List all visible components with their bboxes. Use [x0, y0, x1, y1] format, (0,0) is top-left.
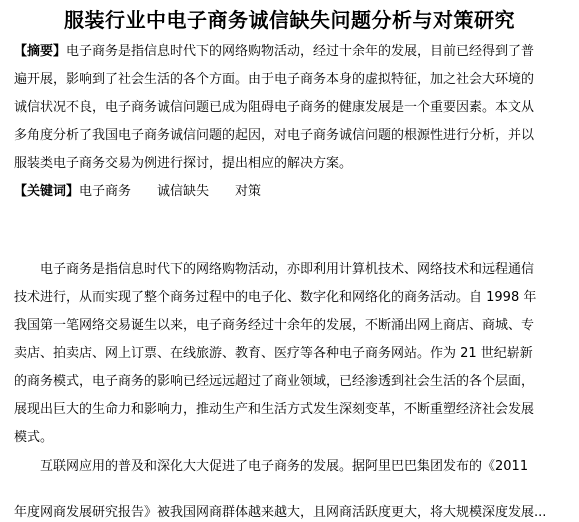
body-line-6: 展现出巨大的生命力和影响力，推动生产和生活方式发生深刻变革，不断重塑经济社会发展	[14, 402, 535, 417]
keywords-line	[14, 183, 261, 201]
body-line-1: 电子商务是指信息时代下的网络购物活动，亦即利用计算机技术、网络技术和远程通信	[40, 262, 535, 277]
abstract-line-3: 诚信状况不良，电子商务诚信问题已成为阻碍电子商务的健康发展是一个重要因素。本文从	[14, 100, 535, 115]
abstract-line-4: 多角度分析了我国电子商务诚信问题的起因，对电子商务诚信问题的根源性进行分析，并以	[14, 128, 535, 143]
body-line-8: 互联网应用的普及和深化大大促进了电子商务的发展。据阿里巴巴集团发布的《2011	[40, 459, 529, 474]
abstract-line-2: 遍开展，影响到了社会生活的各个方面。由于电子商务本身的虚拟特征，加之社会大环境的	[14, 72, 535, 87]
body-line-4: 卖店、拍卖店、网上订票、在线旅游、教育、医疗等各种电子商务网站。作为 21 世纪崭新	[14, 346, 533, 361]
body-line-2: 技术进行，从而实现了整个商务过程中的电子化、数字化和网络化的商务活动。自 1998 年	[14, 290, 537, 305]
keyword-item: 电子商务	[79, 184, 132, 199]
abstract-line-5: 服装类电子商务交易为例进行探讨，提出相应的解决方案。	[14, 156, 353, 171]
body-line-7: 模式。	[14, 430, 54, 445]
body-line-5: 的商务模式，电子商务的影响已经远远超过了商业领域，已经渗透到社会生活的各个层面，	[14, 374, 535, 389]
document-title: 服装行业中电子商务诚信缺失问题分析与对策研究	[64, 8, 515, 32]
keywords-label: 【关键词】	[14, 184, 80, 199]
keyword-item: 诚信缺失	[157, 184, 210, 199]
abstract-line-1	[14, 43, 534, 61]
abstract-label: 【摘要】	[14, 44, 67, 59]
body-line-3: 我国第一笔网络交易诞生以来，电子商务经过十余年的发展，不断涌出网上商店、商城、专	[14, 318, 535, 333]
body-line-9: 年度网商发展研究报告》被我国网商群体越来越大，且网商活跃度更大，将大规模深度发展...	[14, 505, 547, 520]
abstract-text: 电子商务是指信息时代下的网络购物活动，经过十余年的发展，目前已经得到了普	[66, 44, 535, 59]
keyword-item: 对策	[235, 184, 262, 199]
